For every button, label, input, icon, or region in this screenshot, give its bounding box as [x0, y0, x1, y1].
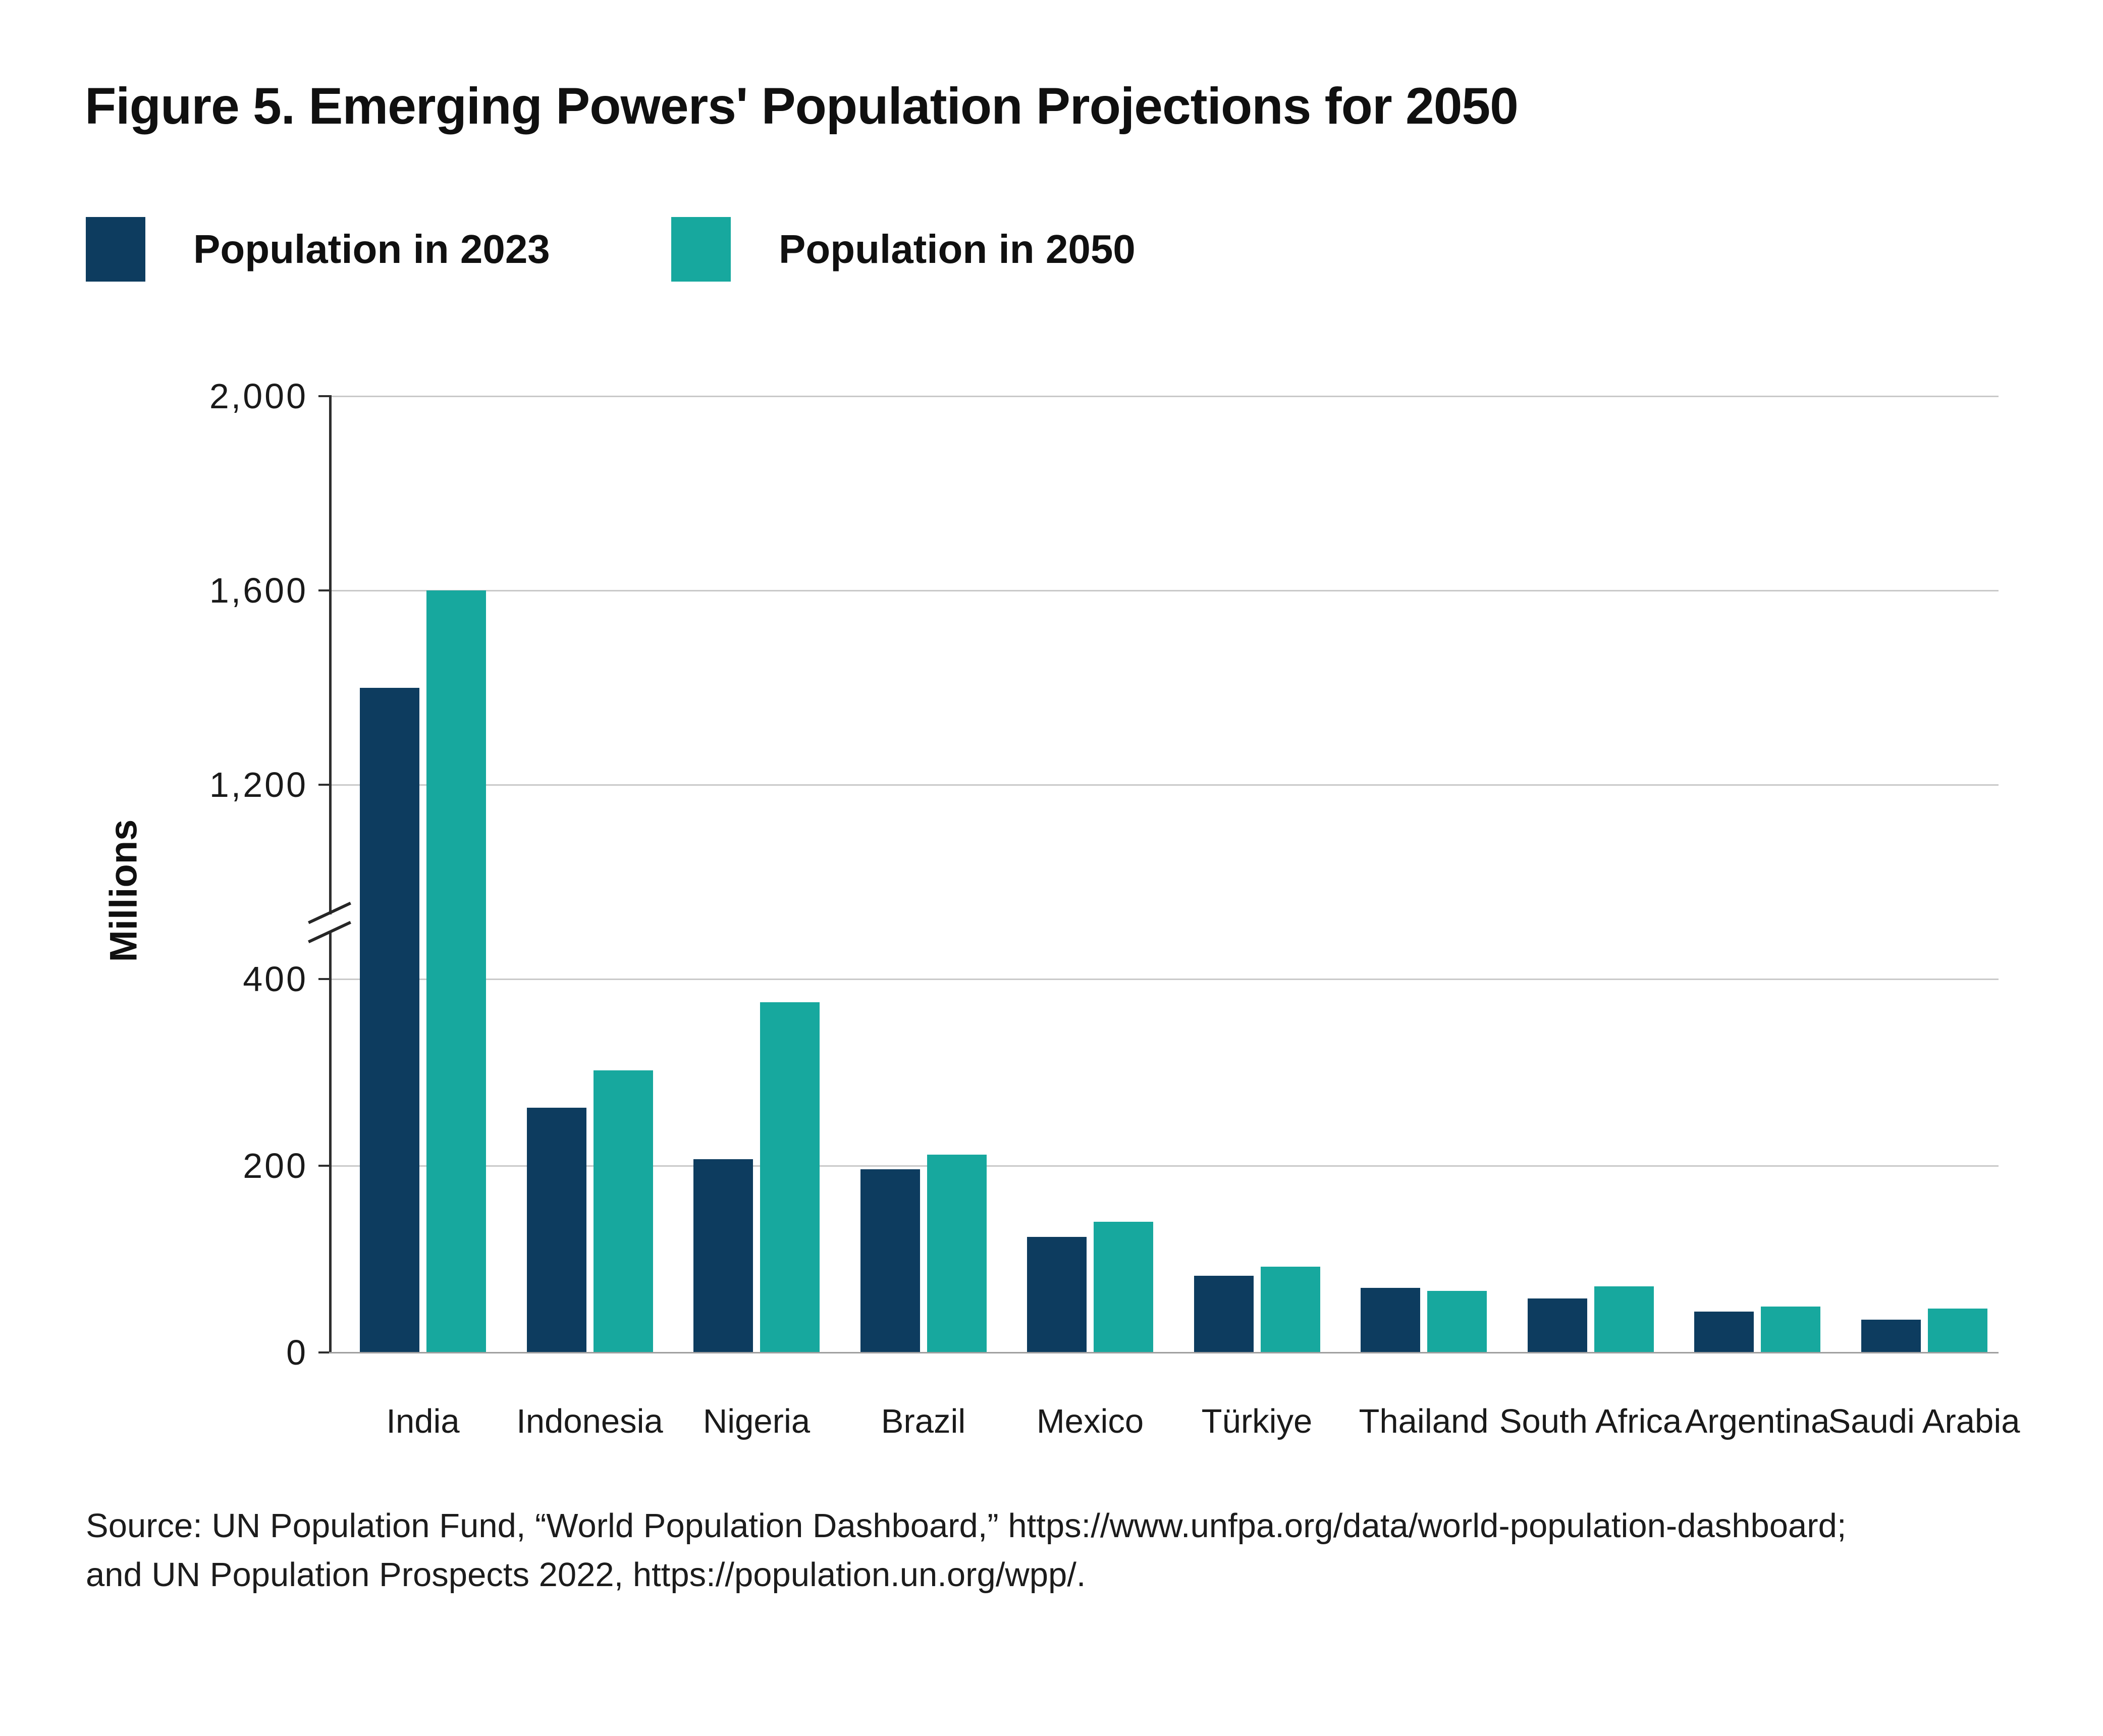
bar-2050-t-rkiye — [1261, 1267, 1320, 1352]
bar-2050-south-africa — [1594, 1286, 1654, 1352]
bar-2023-indonesia — [527, 1108, 586, 1352]
y-gridline-1200 — [331, 784, 1999, 786]
figure-title: Figure 5. Emerging Powers' Population Projections for 2050 — [85, 77, 1518, 135]
y-axis-label: Millions — [102, 819, 145, 962]
source-text — [86, 1501, 1846, 1599]
x-category-label-brazil: Brazil — [881, 1402, 966, 1440]
y-gridline-1600 — [331, 590, 1999, 591]
y-tick-label-2000: 2,000 — [209, 376, 308, 416]
source-text-line2: and UN Population Prospects 2022, https://population.un.org/wpp/. — [86, 1556, 1086, 1594]
bar-2023-mexico — [1027, 1237, 1087, 1352]
bar-2023-argentina — [1694, 1312, 1754, 1352]
legend-label-2023: Population in 2023 — [193, 227, 550, 272]
legend-item-2050 — [671, 217, 1136, 282]
legend-item-2023 — [86, 217, 550, 282]
bar-2050-saudi-arabia — [1928, 1309, 1987, 1352]
x-category-label-saudi-arabia: Saudi Arabia — [1828, 1402, 2020, 1440]
legend-label-2050: Population in 2050 — [779, 227, 1136, 272]
bar-2023-brazil — [860, 1169, 920, 1352]
legend-swatch-2023 — [86, 217, 145, 282]
x-category-label-thailand: Thailand — [1359, 1402, 1489, 1440]
y-tick-label-1600: 1,600 — [209, 571, 308, 610]
bar-2050-mexico — [1094, 1222, 1153, 1352]
x-category-label-argentina: Argentina — [1685, 1402, 1830, 1440]
x-category-label-india: India — [386, 1402, 460, 1440]
bar-2023-t-rkiye — [1194, 1276, 1254, 1352]
x-category-label-south-africa: South Africa — [1499, 1402, 1682, 1440]
source-text-line1: Source: UN Population Fund, “World Population Dashboard,” https://www.unfpa.org/data/world-population-dashboard; — [86, 1507, 1847, 1545]
bar-2050-nigeria — [760, 1002, 820, 1352]
y-tick-label-0: 0 — [286, 1333, 308, 1372]
bar-2023-nigeria — [693, 1159, 753, 1352]
bar-2023-saudi-arabia — [1861, 1320, 1921, 1352]
y-gridline-2000 — [331, 396, 1999, 397]
bar-2050-india — [426, 590, 486, 1352]
x-category-label-t-rkiye: Türkiye — [1201, 1402, 1313, 1440]
x-category-label-indonesia: Indonesia — [516, 1402, 663, 1440]
y-axis-line-upper — [329, 396, 332, 914]
bar-2050-brazil — [927, 1155, 987, 1352]
y-gridline-400 — [331, 979, 1999, 980]
x-category-label-nigeria: Nigeria — [703, 1402, 811, 1440]
x-axis-line — [329, 1352, 1999, 1353]
y-tick-label-400: 400 — [243, 959, 308, 999]
bar-2050-indonesia — [594, 1070, 653, 1352]
y-axis-line-lower — [329, 933, 332, 1352]
bar-2050-argentina — [1761, 1307, 1820, 1352]
y-tick-label-200: 200 — [243, 1146, 308, 1185]
bar-2023-south-africa — [1528, 1298, 1587, 1352]
bar-2023-thailand — [1361, 1288, 1420, 1352]
bar-2023-india — [360, 688, 419, 1353]
bar-2050-thailand — [1427, 1291, 1487, 1352]
legend-swatch-2050 — [671, 217, 731, 282]
y-tick-label-1200: 1,200 — [209, 765, 308, 804]
x-category-label-mexico: Mexico — [1036, 1402, 1144, 1440]
